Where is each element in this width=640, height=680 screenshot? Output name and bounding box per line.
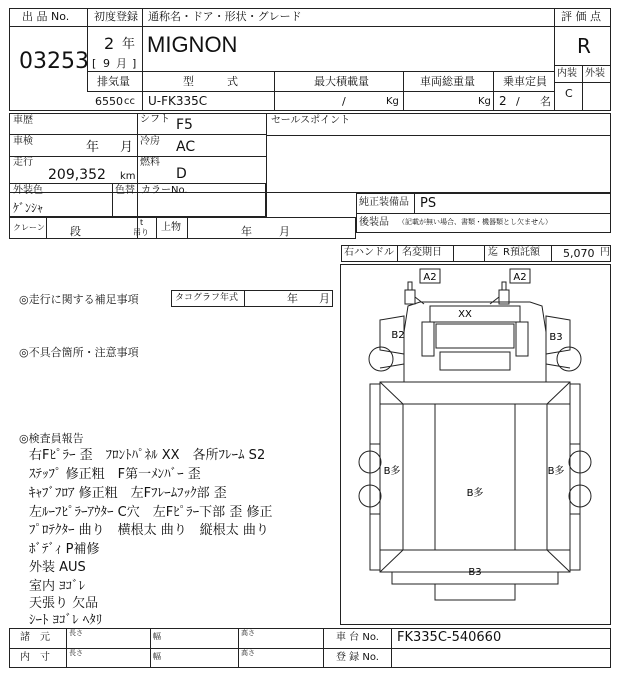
fuel-value: D <box>176 166 187 182</box>
shift-value: F5 <box>176 117 193 133</box>
height-label: 高さ <box>241 629 255 637</box>
interior-grade-label: 内装 <box>557 68 577 79</box>
yen-unit: 円 <box>600 247 610 258</box>
diagram-mark: B3 <box>468 567 482 578</box>
inspection-year-unit: 年 <box>86 140 100 155</box>
capacity-unit: 名 <box>540 95 551 108</box>
report-line: 室内 ﾖｺﾞﾚ <box>29 579 86 594</box>
recycle-value: 5,070 <box>563 247 595 260</box>
displacement-label: 排気量 <box>97 75 130 88</box>
interior-dims-label: 内 寸 <box>20 652 50 663</box>
chassis-label: 車 台 No. <box>336 632 379 643</box>
inspector-report-label: ◎検査員報告 <box>19 432 84 445</box>
gross-weight-unit: Kg <box>478 96 491 107</box>
tachograph-label: タコグラフ年式 <box>175 293 239 303</box>
defects-label: ◎不具合箇所・注意事項 <box>19 346 139 359</box>
rhd-label: 右ハンドル <box>344 247 394 258</box>
inspection-label: 車検 <box>13 136 33 147</box>
reg-month-close: ] <box>132 57 137 70</box>
mileage-value: 209,352 <box>48 167 106 183</box>
aftermarket-label: 後装品 <box>359 217 389 228</box>
interior-width-label: 幅 <box>153 652 161 661</box>
exterior-color-value: ｹﾞﾝｼｬ <box>13 201 44 215</box>
chassis-number: FK335C-540660 <box>397 630 502 645</box>
crane-ton-unit: t <box>140 218 144 227</box>
car-name: MIGNON <box>147 32 238 57</box>
crane-label: クレーン <box>13 223 45 232</box>
report-line: 右Fﾋﾟﾗｰ 歪 ﾌﾛﾝﾄﾊﾟﾈﾙ XX 各所ﾌﾚｰﾑ S2 <box>29 448 266 463</box>
ac-value: AC <box>176 139 196 155</box>
color-no-label: カラーNo. <box>141 185 188 196</box>
report-line: ﾌﾟﾛﾃｸﾀｰ 曲り 横根太 曲り 縦根太 曲り <box>29 523 269 538</box>
grade-label: 評 価 点 <box>561 10 601 23</box>
capacity-value: 2 <box>499 94 507 108</box>
crane-hang-unit: 吊り <box>133 228 149 237</box>
report-line: ﾎﾞﾃﾞｨ P補修 <box>29 542 100 557</box>
diagram-mark: XX <box>458 309 472 320</box>
capacity-separator: / <box>516 95 520 108</box>
reg-month-open: [ <box>92 57 97 70</box>
color-change-label: 色替 <box>115 185 135 196</box>
upper-body-label: 上物 <box>161 222 181 233</box>
reg-year-value: 2 <box>104 34 115 53</box>
max-load-label: 最大積載量 <box>314 75 369 88</box>
interior-height-label: 高さ <box>241 649 255 657</box>
recycle-label: R預託額 <box>503 247 540 258</box>
tachograph-month-unit: 月 <box>319 292 330 305</box>
report-line: ｼｰﾄ ﾖｺﾞﾚ ﾍﾀﾘ <box>29 613 103 628</box>
selling-points-label: セールスポイント <box>271 115 351 126</box>
genuine-equipment-label: 純正装備品 <box>359 197 409 208</box>
until-mark: 迄 <box>488 247 498 258</box>
genuine-equipment-value: PS <box>420 196 437 211</box>
upper-year-unit: 年 <box>241 225 252 238</box>
diagram-mark: B3 <box>549 332 563 343</box>
diagram-mark: B多 <box>383 466 401 477</box>
tachograph-year-unit: 年 <box>287 292 298 305</box>
truck-damage-diagram <box>340 264 611 625</box>
report-line: 天張り 欠品 <box>29 596 99 611</box>
crane-block <box>9 217 356 239</box>
diagram-mark: B2 <box>391 330 405 341</box>
reg-month-value: 9 <box>103 57 110 70</box>
supplement-label: ◎走行に関する補足事項 <box>19 293 139 306</box>
fuel-label: 燃料 <box>140 157 160 168</box>
diagram-mark: A2 <box>423 272 437 283</box>
color-block <box>9 183 266 217</box>
diagram-mark: A2 <box>513 272 527 283</box>
reg-month-unit: 月 <box>116 57 127 70</box>
history-label: 車歴 <box>13 115 33 126</box>
displacement-unit: cc <box>124 96 135 107</box>
report-line: ｷｬﾌﾞﾌﾛｱ 修正粗 左Fﾌﾚｰﾑﾌｯｸ部 歪 <box>29 486 227 501</box>
inspection-month-unit: 月 <box>120 140 134 155</box>
reg-year-unit: 年 <box>122 37 136 52</box>
max-load-unit: Kg <box>386 96 399 107</box>
gross-weight-label: 車両総重量 <box>420 75 475 88</box>
grade-value: R <box>577 34 591 58</box>
crane-stage-unit: 段 <box>70 225 81 238</box>
lot-number: 03253 <box>19 49 89 74</box>
length-label: 長さ <box>69 629 83 637</box>
lot-label: 出 品 No. <box>22 10 70 23</box>
report-line: 左ﾙｰﾌﾋﾟﾗｰｱｳﾀｰ C穴 左Fﾋﾟﾗｰ下部 歪 修正 <box>29 505 273 520</box>
diagram-mark: B多 <box>466 488 484 499</box>
exterior-color-label: 外装色 <box>13 185 43 196</box>
model-code-label: 型 式 <box>183 75 238 88</box>
model-code-value: U-FK335C <box>148 94 208 108</box>
diagram-mark: B多 <box>547 466 565 477</box>
model-header-label: 通称名・ドア・形状・グレード <box>148 10 302 23</box>
capacity-label: 乗車定員 <box>503 75 547 88</box>
shift-label: シフト <box>140 114 170 125</box>
name-change-label: 名変期日 <box>402 247 442 258</box>
report-line: ｽﾃｯﾌﾟ 修正粗 F第一ﾒﾝﾊﾞｰ 歪 <box>29 467 201 482</box>
interior-length-label: 長さ <box>69 649 83 657</box>
max-load-value: / <box>342 95 346 108</box>
mileage-unit: km <box>120 171 136 182</box>
mileage-label: 走行 <box>13 157 33 168</box>
interior-grade-value: C <box>565 87 573 100</box>
displacement-value: 6550 <box>95 95 123 108</box>
aftermarket-note: （記載が無い場合、書類・機器類とし欠ません） <box>398 218 552 226</box>
registration-label: 初度登録 <box>94 10 138 23</box>
width-label: 幅 <box>153 632 161 641</box>
report-line: 外装 AUS <box>29 560 86 575</box>
ac-label: 冷房 <box>140 136 160 147</box>
registration-no-label: 登 録 No. <box>336 652 379 663</box>
dimensions-label: 諸 元 <box>20 632 50 643</box>
upper-month-unit: 月 <box>279 225 290 238</box>
exterior-grade-label: 外装 <box>585 68 605 79</box>
